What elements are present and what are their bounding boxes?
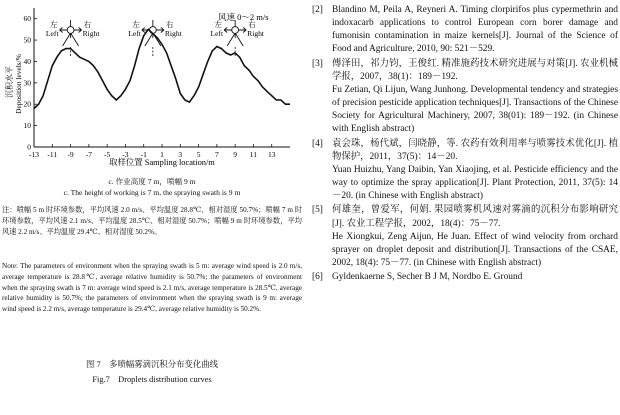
x-tick-label: -1 xyxy=(140,150,147,159)
x-tick-label: -13 xyxy=(29,150,39,159)
nozzle-icon xyxy=(232,27,239,34)
figure-note-en: Note: The parameters of environment when the spraying swath is 5 m: average wind speed is 2.0 m/s, average temperature is 28.8℃, average relative humidity is 50.7%; the parameters of environment when the spraying swath is 7 m: average wind speed is 2.1 m/s, average temperature is 28.5℃, average relative humidity is 50.7%; the parameters of environment when the spraying swath is 9 m: average wind speed is 2.2 m/s, average temperature is 29.4℃, average relative humidity is 50.2%. xyxy=(2,262,302,314)
x-tick-label: -5 xyxy=(104,150,111,159)
subfigure-caption-en: c. The height of working is 7 m, the spraying swath is 9 m xyxy=(63,188,241,197)
y-tick-label: 20 xyxy=(23,99,31,109)
wind-speed-label: 风速 0～2 m/s xyxy=(218,12,269,22)
x-tick-label: -7 xyxy=(85,150,92,159)
figure-note-cn: 注：喷幅 5 m 时环境参数，平均风速 2.0 m/s、平均温度 28.8℃、相对湿度 50.7%；喷幅 7 m 时环境参数，平均风速 2.1 m/s、平均温度 28.5℃、相对湿度 50.7%；喷幅 9 m 时环境参数，平均风速 2.2 m/s、平均温度 29.4℃、相对湿度 50.2%。 xyxy=(2,206,302,236)
chart-ticks xyxy=(24,14,276,159)
y-tick-label: 60 xyxy=(23,14,31,24)
reference-item xyxy=(312,138,618,204)
reference-text-cn: 袁会珠，杨代斌，闫晓静，等. 农药有效利用率与喷雾技术优化[J]. 植物保护，2011，37(5)：14－20. xyxy=(332,138,618,162)
reference-text-en: Yuan Huizhu, Yang Daibin, Yan Xiaojing, et al. Pesticide efficiency and the way to optimize the spray application[J]. Plant Protection, 2011, 37(5): 14－20. (in Chinese with English abstract) xyxy=(332,164,618,202)
reference-text-en: He Xiongkui, Zeng Aijun, He Juan. Effect of wind velocity from orchard sprayer on droplet deposit and distribution[J]. Transactions of the CSAE, 2002, 18(4): 75－77. (in Chinese with English abstract) xyxy=(332,231,618,268)
x-tick-label: 13 xyxy=(267,150,276,159)
reference-number: [3] xyxy=(312,58,323,69)
nozzle-icon xyxy=(67,27,74,34)
reference-number: [4] xyxy=(312,138,323,149)
x-axis-label: 取样位置 Sampling location/m xyxy=(109,158,215,167)
nozzle-right-label-cn: 右 xyxy=(165,20,174,29)
nozzle-left-label-en: Left xyxy=(45,29,59,38)
figure-title-cn: 图 7 多喷幅雾滴沉积分布变化曲线 xyxy=(86,360,218,369)
nozzle-left-label-cn: 左 xyxy=(214,20,223,29)
x-tick-label: 7 xyxy=(214,150,219,159)
x-tick-label: 9 xyxy=(233,150,238,159)
reference-item xyxy=(312,58,618,137)
deposition-chart xyxy=(0,0,304,286)
nozzle-right-label-en: Right xyxy=(247,29,265,38)
x-tick-label: -9 xyxy=(67,150,74,159)
nozzle-right-label-cn: 右 xyxy=(83,20,92,29)
nozzle-marker xyxy=(210,19,264,56)
nozzle-right-label-en: Right xyxy=(164,29,182,38)
y-tick-label: 10 xyxy=(23,121,31,131)
reference-text: Blandino M, Peila A, Reyneri A. Timing clorpirifos plus cypermethrin and indoxacarb applications to control European corn borer damage and fumonisin contamination in maize kernels[J]. Journal of the Science of Food and Agriculture, 2010, 90: 521－529. xyxy=(332,5,618,55)
nozzle-left-label-cn: 左 xyxy=(132,20,140,29)
nozzle-right-label-en: Right xyxy=(82,29,100,38)
y-axis-label-cn: 沉积水平 xyxy=(5,66,14,98)
y-axis-label-en: Deposition levels/% xyxy=(14,54,23,114)
figure-column xyxy=(0,0,304,415)
x-tick-label: 3 xyxy=(178,150,183,159)
nozzle-right-label-cn: 右 xyxy=(248,20,256,29)
figure-title-en: Fig.7 Droplets distribution curves xyxy=(92,375,212,384)
nozzle-left-label-en: Left xyxy=(210,29,224,38)
reference-number: [6] xyxy=(312,272,323,283)
nozzle-markers xyxy=(46,19,265,56)
x-tick-label: 5 xyxy=(196,150,201,159)
x-tick-label: -11 xyxy=(47,150,58,159)
reference-item xyxy=(312,271,618,284)
x-tick-label: 11 xyxy=(249,150,258,159)
y-tick-label: 0 xyxy=(27,142,31,152)
nozzle-left-label-en: Left xyxy=(128,29,141,38)
nozzle-left-label-cn: 左 xyxy=(49,20,58,29)
x-tick-label: 1 xyxy=(160,150,164,159)
subfigure-caption-cn: c. 作业高度 7 m，喷幅 9 m xyxy=(108,177,196,186)
reference-text: Gyldenkaerne S, Secher B J M, Nordbo E. Ground xyxy=(332,272,523,283)
x-tick-label: -3 xyxy=(122,150,129,159)
reference-item xyxy=(312,204,618,270)
reference-text-cn: 傅泽田，祁力钧，王俊红. 精准施药技术研究进展与对策[J]. 农业机械学报，2007，38(1)：189－192. xyxy=(332,58,618,82)
reference-item xyxy=(312,4,618,57)
y-tick-label: 30 xyxy=(23,78,31,88)
reference-text-cn: 何雄奎，曾爱军，何娟. 果园喷雾机风速对雾滴的沉积分布影响研究[J]. 农业工程学报，2002，18(4)：75－77. xyxy=(332,205,618,229)
reference-number: [2] xyxy=(312,5,323,15)
nozzle-marker xyxy=(128,19,182,56)
y-tick-label: 50 xyxy=(23,35,31,45)
reference-text-en: Fu Zetian, Qi Lijun, Wang Junhong. Developmental tendency and strategies of precision pesticide application techniques[J]. Transactions of the Chinese Society for Agricultural Machinery, 2007, 38(01): 189－192. (in Chinese with English abstract) xyxy=(332,84,618,135)
y-tick-label: 40 xyxy=(23,56,31,66)
reference-number: [5] xyxy=(312,205,323,216)
references-column xyxy=(312,0,618,415)
series-line xyxy=(34,29,290,108)
